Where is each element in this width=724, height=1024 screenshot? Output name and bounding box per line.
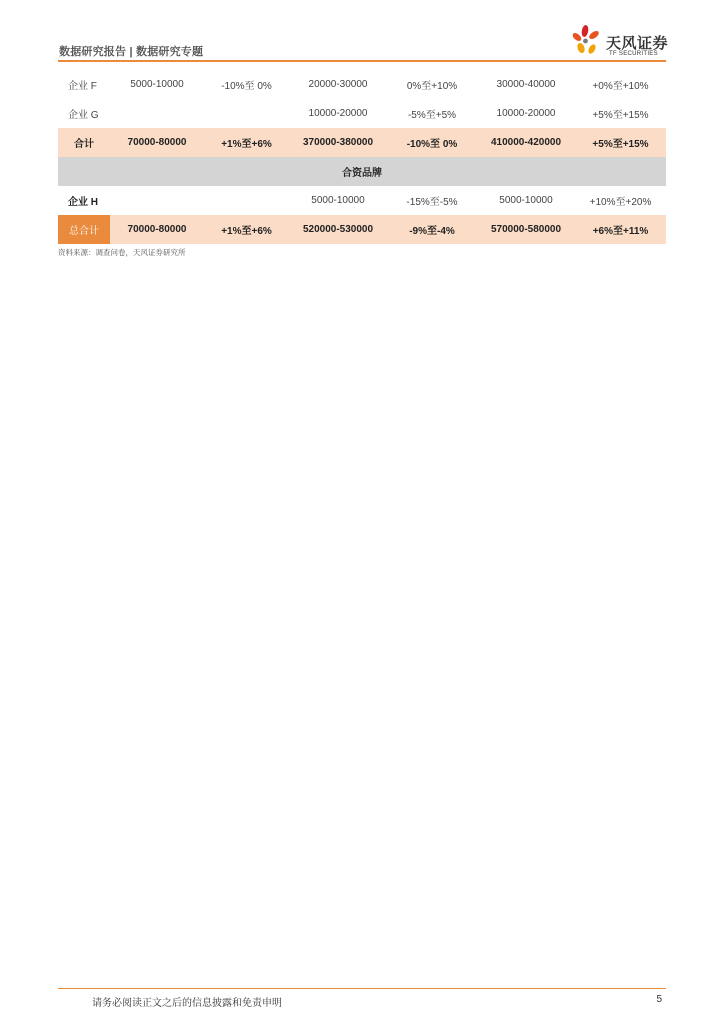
subtotal-row [58,128,666,157]
table-cell: 5000-10000 [130,79,184,90]
table-cell: +5%至+15% [575,128,666,157]
row-label: 合计 [58,128,110,157]
source-note: 资料来源：调查问卷，天风证券研究所 [58,248,186,257]
table-cell: +5%至+15% [592,110,649,121]
row-label: 总合计 [58,215,110,244]
table-cell: 570000-580000 [477,215,575,244]
table-cell [204,186,289,215]
table-cell: -10%至 0% [387,128,477,157]
table-cell: +0%至+10% [592,81,649,92]
logo-flower-icon [568,23,604,59]
table-cell: 70000-80000 [110,128,204,157]
company-logo [568,23,668,59]
logo-text: 天风证券 [606,35,669,52]
table-cell: 5000-10000 [311,195,365,206]
table-row [58,99,666,128]
table-cell: 70000-80000 [110,215,204,244]
data-table [58,70,666,244]
table-cell: +10%至+20% [589,197,652,208]
table-cell: 5000-10000 [499,195,553,206]
table-cell: 20000-30000 [308,79,368,90]
grand-total-row [58,215,666,244]
row-label: 企业 H [68,197,98,208]
row-label: 企业 G [68,110,99,121]
table-cell: +1%至+6% [204,128,289,157]
table-cell: +6%至+11% [575,215,666,244]
footer-disclaimer: 请务必阅读正文之后的信息披露和免责申明 [92,998,282,1009]
table-cell: 10000-20000 [496,108,556,119]
table-cell [110,186,204,215]
table-cell: 0%至+10% [406,81,458,92]
table-cell: -10%至 0% [221,81,272,92]
table-cell: 10000-20000 [308,108,368,119]
table-cell: +1%至+6% [204,215,289,244]
table-cell [110,99,204,128]
table-row [58,70,666,99]
table-row [58,186,666,215]
report-header-title: 数据研究报告 | 数据研究专题 [59,46,204,58]
table-cell: -9%至-4% [387,215,477,244]
table-cell: 370000-380000 [289,128,387,157]
table-cell: 30000-40000 [496,79,556,90]
row-label: 企业 F [68,81,97,92]
section-title: 合资品牌 [58,157,666,186]
table-cell: -15%至-5% [406,197,458,208]
logo-subtitle: TF SECURITIES [609,51,658,57]
footer-divider [58,988,666,989]
table-cell: 410000-420000 [477,128,575,157]
section-header-row [58,157,666,186]
table-cell: -5%至+5% [407,110,457,121]
page-number: 5 [656,994,662,1005]
header-divider [58,60,666,62]
table-cell [204,99,289,128]
table-cell: 520000-530000 [289,215,387,244]
